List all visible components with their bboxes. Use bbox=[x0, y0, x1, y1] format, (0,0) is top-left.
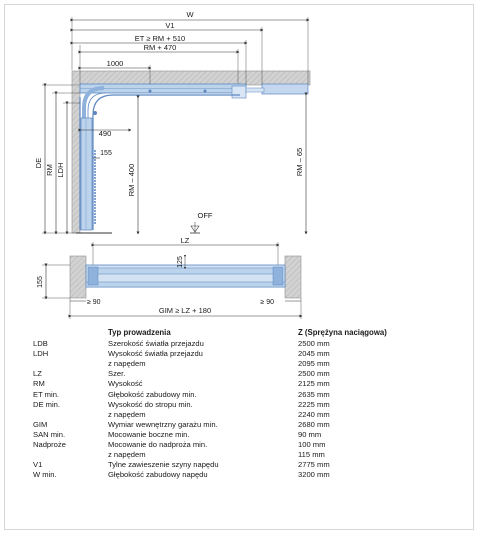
table-row bbox=[33, 470, 453, 480]
table-row bbox=[33, 400, 453, 410]
row-code: DE min. bbox=[33, 399, 61, 409]
row-desc: Głębokość zabudowy napędu bbox=[108, 470, 208, 480]
row-code: W min. bbox=[33, 470, 57, 480]
row-code bbox=[33, 450, 108, 460]
row-code bbox=[33, 359, 108, 369]
table-row bbox=[33, 369, 453, 379]
row-code bbox=[33, 410, 108, 420]
row-value: 90 mm bbox=[298, 429, 322, 439]
vertical-door-leaf bbox=[81, 118, 92, 230]
row-desc: Wysokość do stropu min. bbox=[108, 399, 193, 409]
dim-125-label: 125 bbox=[177, 256, 184, 268]
row-value: 2045 mm bbox=[298, 349, 330, 359]
row-value: 2775 mm bbox=[298, 460, 330, 470]
header-value: Z (Sprężyna naciągowa) bbox=[298, 328, 387, 337]
row-value: 2125 mm bbox=[298, 379, 330, 389]
dim-ldh-label: LDH bbox=[56, 162, 65, 178]
row-value: 2680 mm bbox=[298, 419, 330, 429]
row-desc: Tylne zawieszenie szyny napędu bbox=[108, 460, 219, 470]
row-value: 3200 mm bbox=[298, 470, 330, 480]
curved-track bbox=[80, 95, 240, 230]
row-code: ET min. bbox=[33, 389, 60, 399]
table-row bbox=[33, 410, 453, 420]
row-desc: Wysokość światła przejazdu bbox=[108, 349, 203, 359]
row-value: 100 mm bbox=[298, 440, 326, 450]
dim-gim-label: GIM ≥ LZ + 180 bbox=[158, 306, 212, 315]
dim-rm65-label: RM – 65 bbox=[295, 147, 304, 177]
table-row bbox=[33, 390, 453, 400]
row-value: 2225 mm bbox=[298, 399, 330, 409]
table-row bbox=[33, 430, 453, 440]
table-row bbox=[33, 440, 453, 450]
row-desc: Szerokość światła przejazdu bbox=[108, 339, 204, 349]
dim-1000-label: 1000 bbox=[106, 59, 124, 68]
table-row bbox=[33, 420, 453, 430]
spec-table-body bbox=[33, 339, 453, 480]
row-code: Nadproże bbox=[33, 440, 66, 450]
row-code: LDH bbox=[33, 349, 49, 359]
row-code: GIM bbox=[33, 419, 48, 429]
dim-rm-label: RM bbox=[45, 164, 54, 176]
dim-de-label: DE bbox=[34, 157, 43, 169]
off-label: OFF bbox=[197, 211, 213, 220]
row-code: RM bbox=[33, 379, 45, 389]
lintel-wall bbox=[72, 85, 80, 233]
dim-rm470-label: RM + 470 bbox=[143, 43, 177, 52]
wall-left bbox=[70, 256, 86, 298]
wall-right bbox=[285, 256, 301, 298]
table-header-row bbox=[33, 328, 453, 339]
dim-155b-label: 155 bbox=[37, 276, 44, 288]
row-desc: z napędem bbox=[108, 359, 146, 369]
row-desc: Mocowanie do nadproża min. bbox=[108, 440, 208, 450]
row-value: 2240 mm bbox=[298, 409, 330, 419]
table-row bbox=[33, 339, 453, 349]
table-row bbox=[33, 379, 453, 389]
door-operator bbox=[262, 84, 308, 94]
row-code: V1 bbox=[33, 460, 43, 470]
row-value: 2635 mm bbox=[298, 389, 330, 399]
table-row bbox=[33, 359, 453, 369]
row-code: SAN min. bbox=[33, 429, 66, 439]
row-code: LZ bbox=[33, 369, 42, 379]
dim-w-label: W bbox=[186, 10, 194, 19]
row-value: 115 mm bbox=[298, 450, 325, 460]
ceiling-slab bbox=[72, 71, 310, 85]
header-type: Typ prowadzenia bbox=[108, 328, 171, 337]
table-row bbox=[33, 450, 453, 460]
dim-ge90-left-label: ≥ 90 bbox=[87, 299, 101, 306]
dim-rm400-label: RM – 400 bbox=[127, 163, 136, 197]
header-code bbox=[33, 328, 108, 339]
row-desc: z napędem bbox=[108, 450, 146, 460]
row-desc: Wysokość bbox=[108, 379, 143, 389]
dim-490-label: 490 bbox=[98, 129, 112, 138]
dim-155-label: 155 bbox=[100, 150, 112, 157]
table-row bbox=[33, 349, 453, 359]
dim-lz-label: LZ bbox=[180, 236, 190, 245]
row-value: 2500 mm bbox=[298, 369, 330, 379]
dim-v1-label: V1 bbox=[165, 21, 175, 30]
row-desc: Głębokość zabudowy min. bbox=[108, 389, 197, 399]
table-row bbox=[33, 460, 453, 470]
spec-table bbox=[33, 328, 453, 480]
row-value: 2500 mm bbox=[298, 339, 330, 349]
row-desc: Wymiar wewnętrzny garażu min. bbox=[108, 419, 218, 429]
row-code: LDB bbox=[33, 339, 48, 349]
row-desc: Szer. bbox=[108, 369, 126, 379]
row-desc: z napędem bbox=[108, 409, 146, 419]
dim-ge90-right-label: ≥ 90 bbox=[260, 299, 274, 306]
dim-et-label: ET ≥ RM + 510 bbox=[134, 34, 186, 43]
row-desc: Mocowanie boczne min. bbox=[108, 429, 190, 439]
row-value: 2095 mm bbox=[298, 359, 330, 369]
